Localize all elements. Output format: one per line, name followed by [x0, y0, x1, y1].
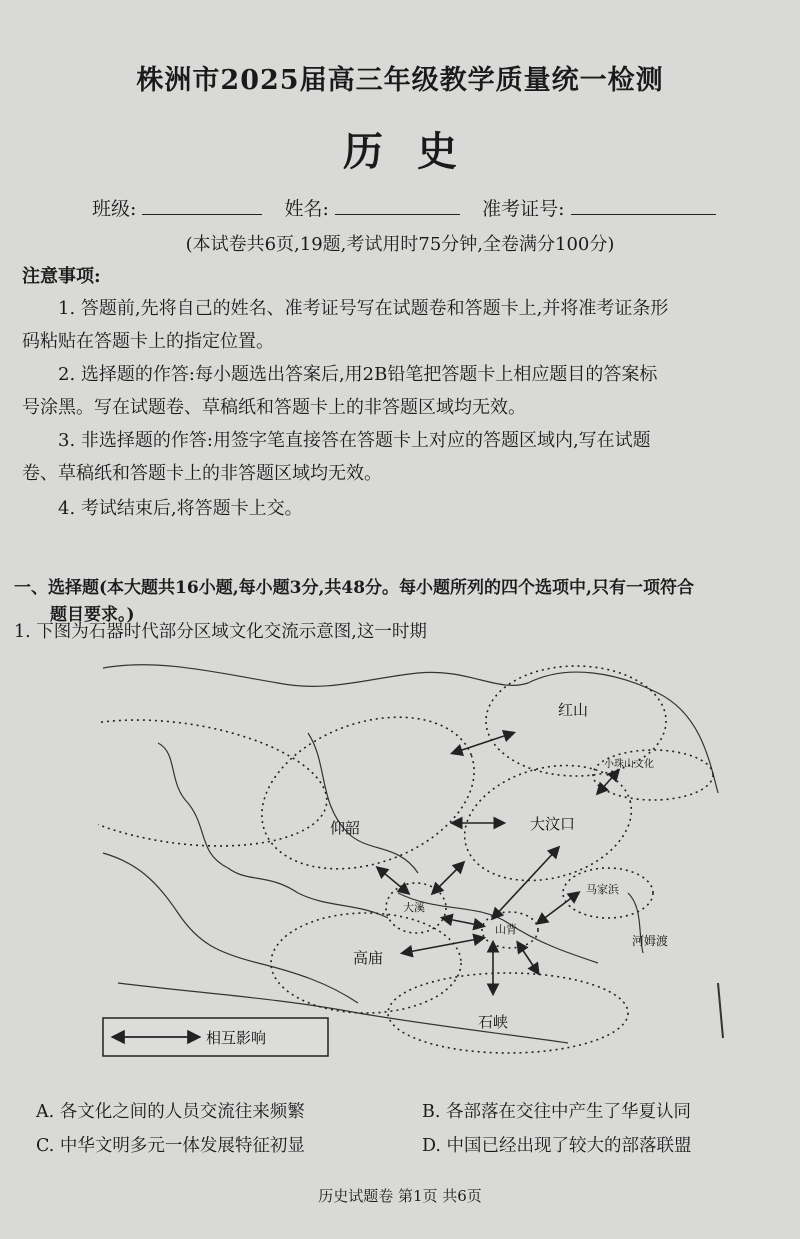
exam-info: (本试卷共6页,19题,考试用时75分钟,全卷满分100分)	[185, 234, 615, 255]
exam-title: 株洲市2025届高三年级教学质量统一检测	[136, 65, 664, 96]
notice-line: 号涂黑。写在试题卷、草稿纸和答题卡上的非答题区域均无效。	[22, 397, 526, 418]
notice-line: 1. 答题前,先将自己的姓名、准考证号写在试题卷和答题卡上,并将准考证条形	[58, 298, 669, 319]
label-shixia: 石峡	[478, 1013, 509, 1031]
notice-heading: 注意事项:	[22, 266, 101, 287]
class-label: 班级:	[92, 198, 137, 220]
notice-line: 2. 选择题的作答:每小题选出答案后,用2B铅笔把答题卡上相应题目的答案标	[58, 364, 658, 385]
label-dawenkou: 大汶口	[530, 815, 576, 833]
option-a[interactable]: A. 各文化之间的人员交流往来频繁	[36, 1102, 305, 1122]
notice-item-3	[22, 424, 790, 490]
option-b[interactable]: B. 各部落在交往中产生了华夏认同	[422, 1102, 691, 1122]
label-majiabang: 马家浜	[586, 883, 619, 896]
notice-line: 3. 非选择题的作答:用签字笔直接答在答题卡上对应的答题区域内,写在试题	[58, 430, 651, 451]
page-footer: 历史试题卷 第1页 共6页	[318, 1187, 482, 1205]
notice-item-4	[22, 492, 790, 525]
section-line: 一、选择题(本大题共16小题,每小题3分,共48分。每小题所列的四个选项中,只有一项符合	[14, 578, 694, 598]
notice-item-1	[22, 292, 790, 358]
ticket-label: 准考证号:	[482, 198, 565, 220]
label-hemudu: 河姆渡	[632, 934, 669, 948]
label-daxi: 大溪	[403, 901, 425, 914]
ticket-field[interactable]	[571, 196, 716, 215]
notice-line: 码粘贴在答题卡上的指定位置。	[22, 331, 274, 352]
label-hongshan: 红山	[558, 701, 589, 719]
student-info-fields	[92, 194, 716, 221]
map-outlines	[103, 665, 723, 1043]
name-field[interactable]	[335, 196, 460, 215]
subject-title: 历史	[343, 128, 491, 175]
notice-item-2	[22, 358, 790, 424]
name-label: 姓名:	[284, 198, 329, 220]
label-gaomiao: 高庙	[353, 949, 384, 967]
question-1-stem: 1. 下图为石器时代部分区域文化交流示意图,这一时期	[14, 622, 427, 642]
option-d[interactable]: D. 中国已经出现了较大的部落联盟	[422, 1136, 692, 1156]
map-legend	[103, 1018, 328, 1056]
option-c[interactable]: C. 中华文明多元一体发展特征初显	[36, 1136, 305, 1156]
influence-arrows	[378, 733, 618, 993]
class-field[interactable]	[142, 196, 262, 215]
culture-exchange-map	[98, 653, 728, 1063]
section-line: 题目要求。)	[50, 605, 135, 625]
label-xiaozhushan: 小珠山文化	[604, 759, 654, 770]
notice-line: 卷、草稿纸和答题卡上的非答题区域均无效。	[22, 463, 382, 484]
label-shanbei: 山背	[495, 923, 517, 936]
notice-line: 4. 考试结束后,将答题卡上交。	[58, 498, 303, 519]
legend-label: 相互影响	[206, 1029, 267, 1047]
label-yangshao: 仰韶	[330, 819, 361, 837]
